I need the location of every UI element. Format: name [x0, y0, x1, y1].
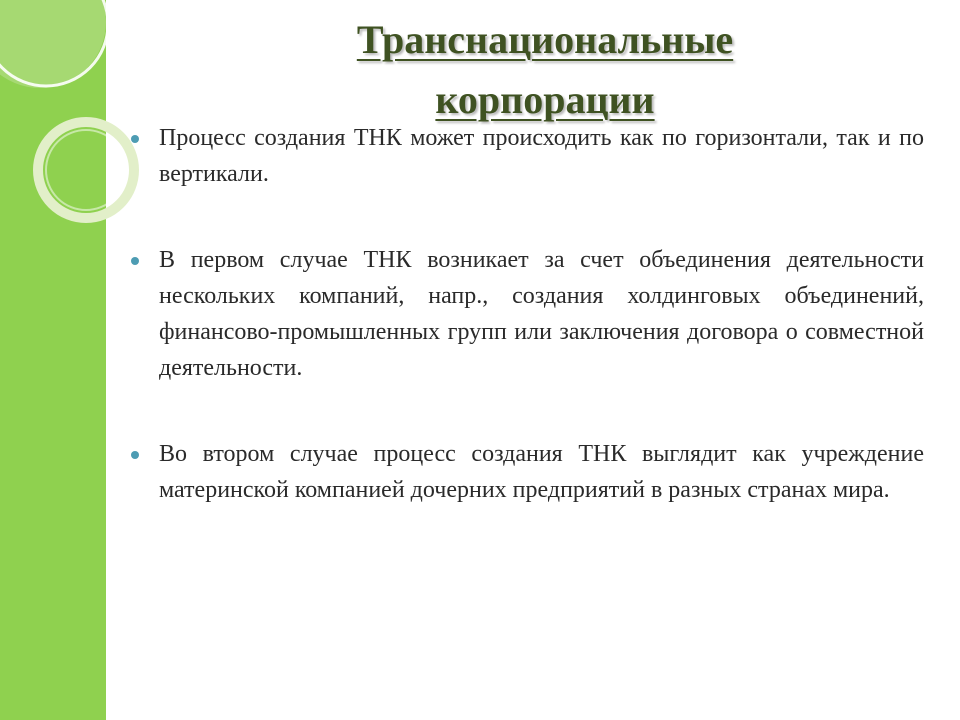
- bullet-text: В первом случае ТНК возникает за счет объединения деятельности нескольких компаний, напр., создания холдинговых объединений, финансово-промышленных групп или заключения договора о совместной деятельности.: [159, 247, 924, 381]
- bullet-text: Во втором случае процесс создания ТНК выглядит как учреждение материнской компанией дочерних предприятий в разных странах мира.: [159, 441, 924, 503]
- bullet-item: [128, 436, 924, 508]
- decorative-circles: [0, 0, 140, 240]
- bullet-dot-icon: [131, 257, 139, 265]
- deco-ring-inner: [46, 130, 126, 210]
- deco-circle-filled: [0, 0, 106, 88]
- bullet-text: Процесс создания ТНК может происходить как по горизонтали, так и по вертикали.: [159, 125, 924, 187]
- deco-ring: [38, 122, 134, 218]
- bullet-list: [128, 120, 924, 508]
- bullet-dot-icon: [131, 451, 139, 459]
- bullet-item: [128, 120, 924, 192]
- bullet-dot-icon: [131, 135, 139, 143]
- bullet-item: [128, 242, 924, 386]
- title-line-1: Транснациональные: [356, 17, 734, 62]
- slide-title: [280, 10, 810, 130]
- title-line-2: корпорации: [435, 77, 655, 122]
